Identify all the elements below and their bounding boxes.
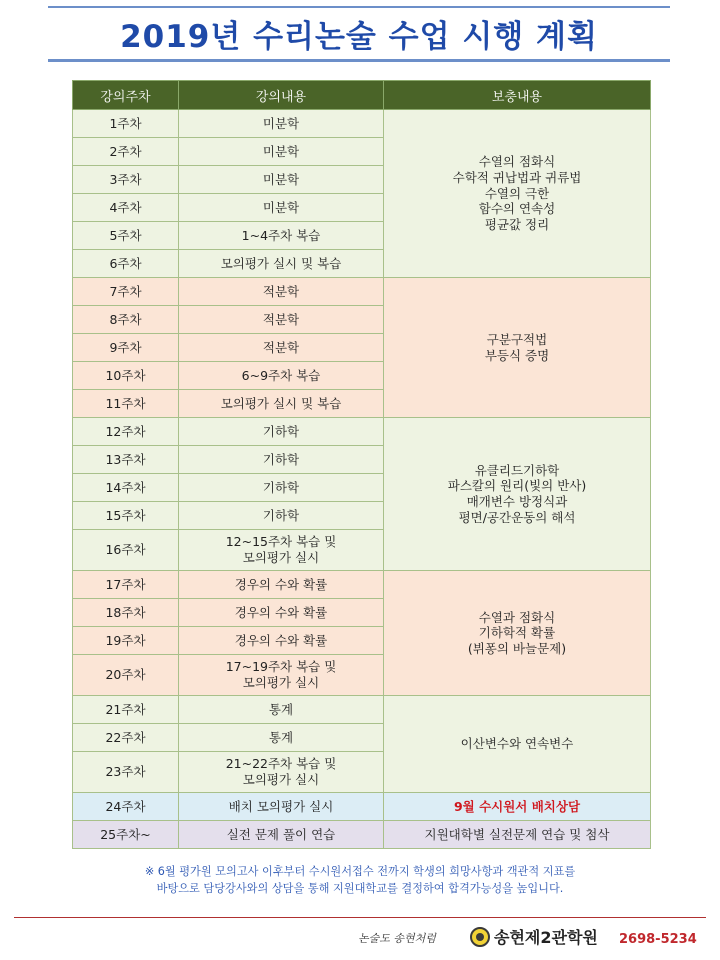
supplement-cell-highlight: 9월 수시원서 배치상담 [384,793,651,821]
week-cell: 5주차 [73,222,179,250]
week-cell: 9주차 [73,334,179,362]
content-cell: 1~4주차 복습 [179,222,384,250]
content-cell: 배치 모의평가 실시 [179,793,384,821]
week-cell: 4주차 [73,194,179,222]
content-cell: 21~22주차 복습 및 모의평가 실시 [179,752,384,793]
content-cell: 적분학 [179,306,384,334]
content-cell: 실전 문제 풀이 연습 [179,821,384,849]
week-cell: 17주차 [73,571,179,599]
table-row [73,418,651,446]
content-cell: 미분학 [179,138,384,166]
content-cell: 미분학 [179,194,384,222]
week-cell: 12주차 [73,418,179,446]
week-cell: 24주차 [73,793,179,821]
academy-logo-icon [470,927,490,947]
content-cell: 17~19주차 복습 및 모의평가 실시 [179,655,384,696]
supplement-cell: 유클리드기하학 파스칼의 원리(빛의 반사) 매개변수 방정식과 평면/공간운동의 해석 [384,418,651,571]
content-cell: 6~9주차 복습 [179,362,384,390]
title-banner [48,6,670,62]
week-cell: 20주차 [73,655,179,696]
content-cell: 적분학 [179,278,384,306]
page-title: 2019년 수리논술 수업 시행 계획 [120,19,598,55]
table-row [73,696,651,724]
footnote [60,864,660,898]
content-cell: 모의평가 실시 및 복습 [179,250,384,278]
table-header-row [73,81,651,110]
content-cell: 미분학 [179,110,384,138]
header-content: 강의내용 [179,81,384,110]
supplement-cell: 구분구적법 부등식 증명 [384,278,651,418]
footnote-line-1: ※ 6월 평가원 모의고사 이후부터 수시원서접수 전까지 학생의 희망사항과 객관적 지표를 [144,865,576,878]
week-cell: 2주차 [73,138,179,166]
week-cell: 25주차~ [73,821,179,849]
week-cell: 13주차 [73,446,179,474]
table-row [73,278,651,306]
week-cell: 7주차 [73,278,179,306]
academy-brand [470,925,598,948]
week-cell: 1주차 [73,110,179,138]
header-week: 강의주차 [73,81,179,110]
week-cell: 21주차 [73,696,179,724]
week-cell: 14주차 [73,474,179,502]
content-cell: 기하학 [179,446,384,474]
content-cell: 모의평가 실시 및 복습 [179,390,384,418]
week-cell: 3주차 [73,166,179,194]
content-cell: 적분학 [179,334,384,362]
content-cell: 기하학 [179,502,384,530]
week-cell: 19주차 [73,627,179,655]
academy-name: 송현제2관학원 [494,928,598,947]
week-cell: 18주차 [73,599,179,627]
week-cell: 10주차 [73,362,179,390]
header-supplement: 보충내용 [384,81,651,110]
table-row [73,110,651,138]
content-cell: 12~15주차 복습 및 모의평가 실시 [179,530,384,571]
footer-slogan: 논술도 송현처럼 [358,932,436,945]
footnote-line-2: 바탕으로 담당강사와의 상담을 통해 지원대학교를 결정하여 합격가능성을 높입니다. [156,881,564,895]
content-cell: 기하학 [179,474,384,502]
week-cell: 23주차 [73,752,179,793]
week-cell: 22주차 [73,724,179,752]
table-row [73,821,651,849]
content-cell: 기하학 [179,418,384,446]
phone-number: 2698-5234 [619,932,697,947]
week-cell: 16주차 [73,530,179,571]
week-cell: 8주차 [73,306,179,334]
content-cell: 통계 [179,696,384,724]
week-cell: 15주차 [73,502,179,530]
week-cell: 6주차 [73,250,179,278]
supplement-cell: 수열의 점화식 수학적 귀납법과 귀류법 수열의 극한 함수의 연속성 평균값 정리 [384,110,651,278]
content-cell: 경우의 수와 확률 [179,627,384,655]
content-cell: 경우의 수와 확률 [179,571,384,599]
schedule-table [72,80,651,849]
table-row [73,793,651,821]
content-cell: 경우의 수와 확률 [179,599,384,627]
supplement-cell: 지원대학별 실전문제 연습 및 첨삭 [384,821,651,849]
supplement-cell: 이산변수와 연속변수 [384,696,651,793]
content-cell: 통계 [179,724,384,752]
week-cell: 11주차 [73,390,179,418]
footer-divider [14,917,706,918]
content-cell: 미분학 [179,166,384,194]
table-row [73,571,651,599]
supplement-cell: 수열과 점화식 기하학적 확률 (뷔퐁의 바늘문제) [384,571,651,696]
